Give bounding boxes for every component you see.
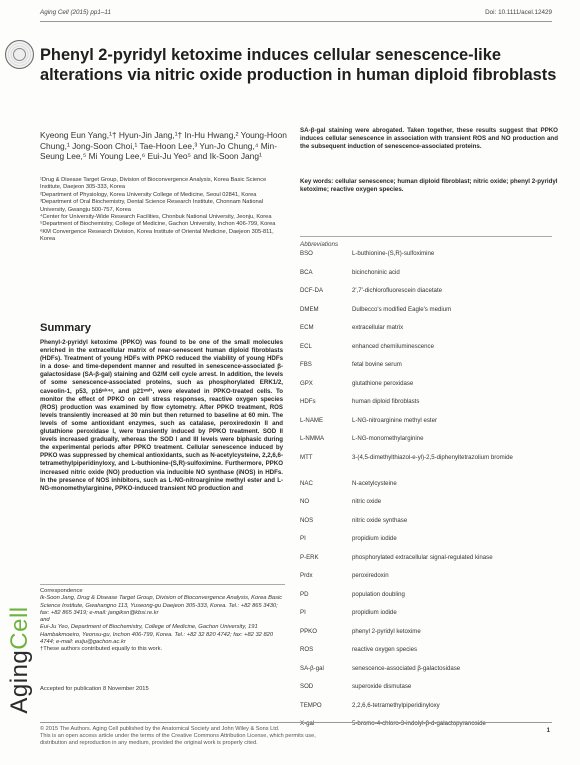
- abbreviation-definition: 3-(4,5-dimethylthiazol-e-yl)-2,5-diphenyltetrazolium bromide: [352, 453, 513, 461]
- abbreviation-definition: propidium iodide: [352, 535, 397, 542]
- abbreviation-row: [300, 435, 558, 454]
- keywords: Key words: cellular senescence; human diploid fibroblast; nitric oxide; phenyl 2-pyridyl ketoxime; reactive oxygen species.: [300, 178, 558, 194]
- summary-text: Phenyl-2-pyridyl ketoxime (PPKO) was found to be one of the small molecules enriched in the extracellular matrix of near-senescent human diploid fibroblasts (HDFs). Treatment of young HDFs with PPKO reduced the viability of young HDFs in a dose- and time-dependent manner and resulted in senescence-associated β-galactosidase (SA-β-gal) staining and G2/M cell cycle arrest. In addition, the levels of some senescence-associated proteins, such as phosphorylated ERK1/2, caveolin-1, p53, p16ᶦⁿᵏ⁴ᵃ, and p21ʷᵃᶠ¹, were elevated in PPKO-treated cells. To monitor the effect of PPKO on cell stress responses, reactive oxygen species (ROS) production was examined by flow cytometry. After PPKO treatment, ROS levels transiently increased at 30 min but then returned to baseline at 60 min. The levels of some antioxidant enzymes, such as catalase, peroxiredoxin II and glutathione peroxidase I, were transiently induced by PPKO treatment. SOD II levels increased gradually, whereas the SOD I and III levels were biphasic during the experimental periods after PPKO treatment. Cellular senescence induced by PPKO was suppressed by chemical antioxidants, such as N-acetylcysteine, 2,2,6,6-tetramethylpiperidinyloxy, and L-buthionine-(S,R)-sulfoximine. Furthermore, PPKO increased nitric oxide (NO) production via inducible NO synthase (iNOS) in HDFs. In the presence of NOS inhibitors, such as L-NG-nitroarginine methyl ester and L-NG-monomethylarginine, PPKO-induced transient NO production and: [40, 339, 283, 492]
- abbreviation-term: SOD: [300, 683, 314, 690]
- article-title: Phenyl 2-pyridyl ketoxime induces cellular senescence-like alterations via nitric oxide production in human diploid fibroblasts: [40, 46, 557, 84]
- abbreviation-row: [300, 287, 558, 306]
- journal-brand-wordmark: [6, 606, 34, 713]
- page-number: 1: [546, 727, 550, 734]
- abbreviation-term: L-NAME: [300, 416, 324, 424]
- affiliation: ²Department of Physiology, Korea University College of Medicine, Seoul 02841, Korea: [40, 191, 257, 198]
- copyright-line: © 2015 The Authors. Aging Cell published by the Anatomical Society and John Wiley & Sons Ltd.: [40, 726, 280, 732]
- abbreviation-definition: phosphorylated extracellular signal-regulated kinase: [352, 553, 493, 561]
- abbreviation-row: [300, 665, 558, 684]
- abbreviation-row: [300, 683, 558, 702]
- abbreviation-row: [300, 646, 558, 665]
- abbreviation-row: [300, 361, 558, 380]
- abbreviation-term: NAC: [300, 479, 313, 487]
- journal-reference: Aging Cell (2015) pp1–11: [40, 9, 111, 16]
- summary-heading: Summary: [40, 322, 91, 334]
- abbreviation-term: ECM: [300, 324, 314, 331]
- abbreviations-heading: Abbreviations: [300, 241, 339, 248]
- abbreviation-row: [300, 454, 558, 480]
- abbreviation-term: NO: [300, 498, 310, 505]
- abbreviation-definition: glutathione peroxidase: [352, 379, 414, 387]
- abbreviation-definition: propidium iodide: [352, 609, 397, 616]
- abbreviation-row: [300, 324, 558, 343]
- brand-word-cell: Cell: [6, 606, 33, 650]
- license-line: distribution and reproduction in any medium, provided the original work is properly cited.: [40, 739, 258, 746]
- abbreviation-row: [300, 535, 558, 554]
- abbreviation-term: BSO: [300, 250, 313, 257]
- abbreviation-definition: L-buthionine-(S,R)-sulfoximine: [352, 250, 435, 257]
- journal-brand: [0, 595, 40, 725]
- abbreviation-term: TEMPO: [300, 701, 322, 709]
- author-list: Kyeong Eun Yang,¹† Hyun-Jin Jang,¹† In-Hu Hwang,² Young-Hoon Chung,¹ Jong-Soon Choi,¹ Tae-Hoon Lee,³ Yun-Jo Chung,⁴ Min-Seung Lee,⁵ Mi Young Lee,⁶ Eui-Ju Yeo⁵ and Ik-Soon Jang¹: [40, 130, 287, 162]
- abbreviation-term: FBS: [300, 361, 312, 368]
- affiliation: ⁵Department of Biochemistry, College of Medicine, Gachon University, Inchon 406-799, Korea: [40, 221, 276, 228]
- running-header: [40, 9, 552, 21]
- abbreviation-term: PI: [300, 609, 306, 616]
- abbreviation-row: [300, 628, 558, 647]
- header-rule: [40, 21, 552, 22]
- abbreviation-row: [300, 702, 558, 721]
- abbreviation-definition: fetal bovine serum: [352, 361, 402, 368]
- abbreviation-term: Prdx: [300, 572, 313, 579]
- abbreviation-term: SA-β-gal: [300, 664, 324, 672]
- abbreviation-term: PI: [300, 535, 306, 542]
- abbreviation-term: X-gal: [300, 720, 315, 727]
- abbreviation-term: PD: [300, 590, 309, 598]
- abbreviation-term: DCF-DA: [300, 287, 324, 294]
- abbreviation-definition: phenyl 2-pyridyl ketoxime: [352, 627, 421, 635]
- abbreviation-definition: L-NG-nitroarginine methyl ester: [352, 416, 438, 424]
- abbreviation-term: DMEM: [300, 305, 319, 313]
- abbreviation-term: P-ERK: [300, 553, 319, 561]
- correspondence-block: [40, 588, 285, 654]
- correspondence-entry: Ik-Soon Jang, Drug & Disease Target Group, Division of Bioconvergence Analysis, Korea Basic Science Institute, Gwahangno 113, Yuseong-gu Daejeon 305-333, Korea. Tel.: +82 865 3430; fax: +82 865 3419; e-mail: jangiksn@kbsi.re.kr: [40, 595, 283, 616]
- abbreviations-rule: [300, 236, 552, 237]
- abbreviation-term: HDFs: [300, 398, 316, 405]
- abbreviation-definition: senescence-associated β-galactosidase: [352, 664, 461, 672]
- abbreviation-term: MTT: [300, 453, 313, 461]
- abbreviation-row: [300, 306, 558, 325]
- abbreviation-row: [300, 572, 558, 591]
- abbreviation-definition: reactive oxygen species: [352, 646, 418, 653]
- abbreviation-definition: peroxiredoxin: [352, 572, 389, 579]
- abbreviation-row: [300, 498, 558, 517]
- abbreviation-definition: 5-bromo-4-chloro-3-indolyl-β-d-galactopyranoside: [352, 720, 486, 727]
- abbreviation-term: ROS: [300, 646, 314, 653]
- abbreviation-definition: 2,2,6,6-tetramethylpiperidinyloxy: [352, 701, 440, 709]
- accepted-date: Accepted for publication 8 November 2015: [40, 686, 149, 692]
- abbreviation-term: BCA: [300, 268, 313, 276]
- abbreviation-row: [300, 269, 558, 288]
- abbreviation-definition: N-acetylcysteine: [352, 479, 397, 487]
- equal-contribution-note: †These authors contributed equally to this work.: [40, 646, 163, 653]
- affiliation: ³Department of Oral Biochemistry, Dental Science Research Institute, Chonnam National University, Gwangju 500-757, Korea: [40, 199, 264, 213]
- abbreviation-definition: nitric oxide synthase: [352, 516, 408, 524]
- abbreviation-row: [300, 343, 558, 362]
- abbreviation-term: PPKO: [300, 627, 317, 635]
- abbreviation-definition: superoxide dismutase: [352, 683, 412, 690]
- summary-continued: SA-β-gal staining were abrogated. Taken together, these results suggest that PPKO induces cellular senescence in association with transient ROS and NO production and the subsequent induction of senescence-associated proteins.: [300, 127, 558, 151]
- abbreviation-row: [300, 554, 558, 573]
- doi[interactable]: Doi: 10.1111/acel.12429: [485, 9, 552, 16]
- abbreviation-term: L-NMMA: [300, 435, 325, 442]
- abbreviation-definition: population doubling: [352, 590, 405, 598]
- abbreviation-definition: nitric oxide: [352, 498, 382, 505]
- affiliation: ⁶KM Convergence Research Division, Korea Institute of Oriental Medicine, Daejeon 305-811, Korea: [40, 228, 274, 243]
- license-line[interactable]: This is an open access article under the terms of the Creative Commons Attribution License, which permits use,: [40, 732, 316, 739]
- abbreviation-definition: enhanced chemiluminescence: [352, 342, 434, 350]
- brand-word-aging: Aging: [6, 649, 33, 714]
- abbreviation-definition: L-NG-monomethylarginine: [352, 435, 424, 442]
- abbreviation-row: [300, 591, 558, 610]
- correspondence-and: and: [40, 617, 50, 624]
- abbreviation-row: [300, 480, 558, 499]
- abbreviation-definition: bicinchoninic acid: [352, 268, 400, 276]
- abbreviation-row: [300, 517, 558, 536]
- abbreviation-definition: 2′,7′-dichlorofluorescein diacetate: [352, 287, 443, 294]
- correspondence-rule: [40, 584, 285, 585]
- abbreviation-row: [300, 398, 558, 417]
- license-footer: [40, 726, 510, 747]
- abbreviations-list: [300, 250, 558, 739]
- abbreviation-row: [300, 250, 558, 269]
- correspondence-label: Correspondence: [40, 588, 83, 594]
- abbreviation-term: GPX: [300, 379, 313, 387]
- society-seal-icon: [5, 40, 34, 69]
- abbreviation-term: NOS: [300, 516, 314, 524]
- abbreviation-row: [300, 609, 558, 628]
- correspondence-entry: Eui-Ju Yeo, Department of Biochemistry, College of Medicine, Gachon University, 191 Hambakmoeiro, Yeonsu-gu, Inchon 406-799, Korea. Tel.: +82 32 820 4742; fax: +82 32 820 4744; e-mail: euiju@gachon.ac.kr: [40, 624, 274, 646]
- affiliation: ¹Drug & Disease Target Group, Division of Bioconvergence Analysis, Korea Basic Science Institute, Daejeon 305-333, Korea: [40, 177, 267, 191]
- abbreviation-row: [300, 380, 558, 399]
- abbreviation-definition: extracellular matrix: [352, 324, 404, 331]
- abbreviation-term: ECL: [300, 342, 312, 350]
- affiliations: [40, 177, 285, 244]
- footer-rule: [40, 722, 552, 723]
- abbreviation-definition: Dulbecco's modified Eagle's medium: [352, 305, 452, 313]
- abbreviation-row: [300, 417, 558, 436]
- affiliation: ⁴Center for University-Wide Research Facilities, Chonbuk National University, Jeonju, Korea: [40, 214, 272, 221]
- abbreviation-definition: human diploid fibroblasts: [352, 398, 420, 405]
